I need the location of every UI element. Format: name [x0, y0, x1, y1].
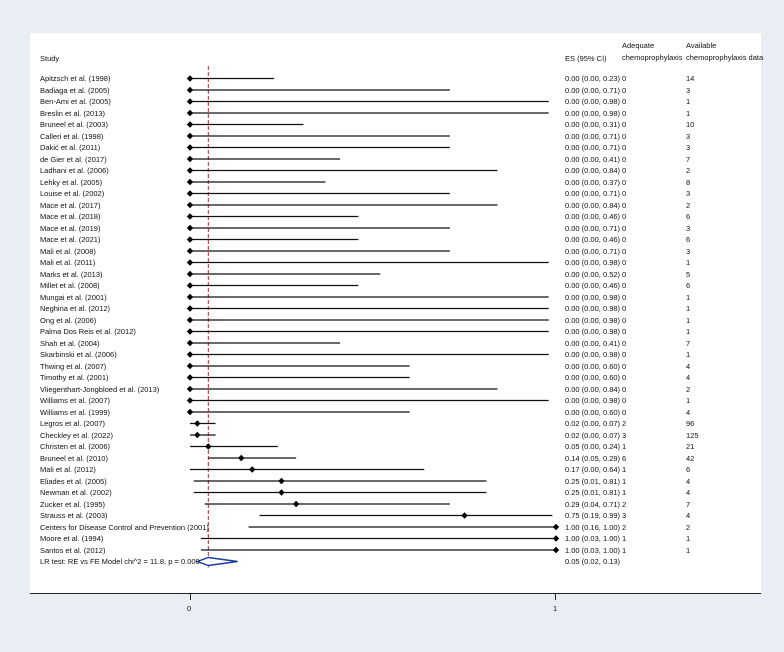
point-estimate: [187, 363, 193, 369]
study-label: Mace et al. (2017): [40, 200, 101, 210]
adequate-value: 2: [622, 499, 627, 509]
study-label: Moore et al. (1994): [40, 534, 104, 543]
point-estimate: [187, 271, 193, 277]
es-label: 0.00 (0.00, 0.71): [565, 131, 621, 141]
es-label: 0.00 (0.00, 0.98): [565, 315, 621, 325]
study-label: Christen et al. (2006): [40, 442, 111, 451]
adequate-value: 0: [622, 361, 627, 371]
adequate-value: 0: [622, 97, 627, 106]
study-label: Millet et al. (2008): [40, 281, 100, 290]
header-adequate-line1: Adequate: [622, 41, 655, 50]
point-estimate: [187, 133, 193, 139]
available-value: 42: [686, 453, 695, 463]
study-label: Vliegenthart-Jongbloed et al. (2013): [40, 384, 160, 394]
es-label: 0.00 (0.00, 0.71): [565, 143, 621, 152]
adequate-value: 0: [622, 338, 627, 348]
available-value: 2: [686, 166, 691, 175]
available-value: 10: [686, 120, 695, 129]
available-value: 7: [686, 499, 691, 509]
study-label: Williams et al. (2007): [40, 396, 111, 405]
adequate-value: 0: [622, 384, 627, 394]
point-estimate: [187, 374, 193, 380]
es-label: 1.00 (0.03, 1.00): [565, 545, 621, 555]
study-label: Louise et al. (2002): [40, 189, 105, 198]
es-label: 0.00 (0.00, 0.98): [565, 258, 621, 267]
es-label: 0.00 (0.00, 0.98): [565, 396, 621, 405]
study-label: Palma Dos Reis et al. (2012): [40, 327, 136, 336]
x-axis-line: [30, 593, 761, 594]
adequate-value: 2: [622, 522, 627, 532]
available-value: 8: [686, 177, 691, 187]
available-value: 21: [686, 442, 695, 451]
point-estimate: [553, 547, 559, 553]
point-estimate: [187, 87, 193, 93]
es-label: 0.29 (0.04, 0.71): [565, 499, 621, 509]
es-label: 0.00 (0.00, 0.98): [565, 292, 621, 302]
study-label: Ben-Ami et al. (2005): [40, 97, 111, 106]
adequate-value: 0: [622, 143, 627, 152]
available-value: 1: [686, 315, 691, 325]
point-estimate: [187, 282, 193, 288]
available-value: 5: [686, 269, 691, 279]
point-estimate: [187, 144, 193, 150]
es-label: 0.02 (0.00, 0.07): [565, 430, 621, 440]
available-value: 6: [686, 235, 691, 244]
available-value: 1: [686, 327, 691, 336]
available-value: 96: [686, 419, 695, 428]
available-value: 1: [686, 97, 691, 106]
es-label: 0.00 (0.00, 0.84): [565, 200, 621, 210]
point-estimate: [187, 409, 193, 415]
point-estimate: [187, 305, 193, 311]
study-label: de Gier et al. (2017): [40, 154, 107, 164]
study-label: Dakić et al. (2011): [40, 143, 101, 152]
es-label: 0.00 (0.00, 0.52): [565, 269, 621, 279]
available-value: 3: [686, 246, 691, 256]
point-estimate: [187, 294, 193, 300]
study-label: Centers for Disease Control and Prevention (2001): [40, 522, 209, 532]
point-estimate: [187, 190, 193, 196]
es-label: 0.00 (0.00, 0.71): [565, 223, 621, 233]
study-label: Apitzsch et al. (1998): [40, 74, 111, 83]
study-label: Newman et al. (2002): [40, 488, 112, 497]
available-value: 2: [686, 200, 691, 210]
adequate-value: 0: [622, 131, 627, 141]
es-label: 0.00 (0.00, 0.31): [565, 120, 621, 129]
adequate-value: 1: [622, 465, 627, 474]
point-estimate: [187, 248, 193, 254]
es-label: 0.00 (0.00, 0.98): [565, 97, 621, 106]
study-label: Mali et al. (2011): [40, 258, 96, 267]
available-value: 4: [686, 361, 691, 371]
adequate-value: 0: [622, 85, 627, 95]
study-label: Eliades et al. (2005): [40, 476, 107, 486]
available-value: 2: [686, 384, 691, 394]
adequate-value: 0: [622, 373, 627, 382]
header-study: Study: [40, 54, 60, 63]
adequate-value: 3: [622, 430, 627, 440]
study-label: Badiaga et al. (2005): [40, 85, 110, 95]
study-label: Bruneel et al. (2003): [40, 120, 108, 129]
adequate-value: 1: [622, 488, 627, 497]
study-label: Thwing et al. (2007): [40, 361, 107, 371]
available-value: 3: [686, 85, 691, 95]
point-estimate: [187, 225, 193, 231]
es-label: 0.00 (0.00, 0.60): [565, 373, 621, 382]
study-label: Marks et al. (2013): [40, 269, 103, 279]
adequate-value: 0: [622, 350, 627, 359]
header-adequate-line2: chemoprophylaxis: [622, 53, 683, 62]
point-estimate: [553, 524, 559, 530]
available-value: 7: [686, 154, 691, 164]
point-estimate: [461, 512, 467, 518]
adequate-value: 0: [622, 200, 627, 210]
point-estimate: [187, 317, 193, 323]
pooled-es-label: 0.05 (0.02, 0.13): [565, 557, 621, 566]
adequate-value: 0: [622, 396, 627, 405]
point-estimate: [187, 213, 193, 219]
study-label: Mace et al. (2019): [40, 223, 101, 233]
adequate-value: 0: [622, 154, 627, 164]
es-label: 0.00 (0.00, 0.71): [565, 246, 621, 256]
adequate-value: 0: [622, 315, 627, 325]
adequate-value: 0: [622, 235, 627, 244]
es-label: 0.02 (0.00, 0.07): [565, 419, 621, 428]
adequate-value: 1: [622, 442, 627, 451]
es-label: 0.00 (0.00, 0.46): [565, 235, 621, 244]
adequate-value: 0: [622, 223, 627, 233]
available-value: 3: [686, 223, 691, 233]
point-estimate: [187, 386, 193, 392]
x-tick-0: [190, 594, 191, 600]
study-label: Calleri et al. (1998): [40, 131, 104, 141]
pooled-label: LR test: RE vs FE Model chi^2 = 11.8, p = 0.000: [40, 557, 200, 566]
available-value: 1: [686, 258, 691, 267]
available-value: 125: [686, 430, 699, 440]
available-value: 1: [686, 534, 691, 543]
available-value: 1: [686, 396, 691, 405]
study-label: Mace et al. (2018): [40, 212, 101, 221]
study-label: Lehky et al. (2005): [40, 177, 103, 187]
study-label: Williams et al. (1999): [40, 407, 111, 417]
es-label: 0.00 (0.00, 0.46): [565, 281, 621, 290]
es-label: 0.00 (0.00, 0.71): [565, 189, 621, 198]
available-value: 3: [686, 131, 691, 141]
adequate-value: 0: [622, 189, 627, 198]
es-label: 0.17 (0.00, 0.64): [565, 465, 621, 474]
adequate-value: 2: [622, 419, 627, 428]
available-value: 1: [686, 304, 691, 313]
adequate-value: 0: [622, 108, 627, 118]
point-estimate: [278, 478, 284, 484]
study-label: Checkley et al. (2022): [40, 430, 113, 440]
study-label: Strauss et al. (2003): [40, 511, 108, 520]
available-value: 4: [686, 476, 691, 486]
es-label: 0.00 (0.00, 0.46): [565, 212, 621, 221]
es-label: 0.14 (0.05, 0.29): [565, 453, 621, 463]
adequate-value: 0: [622, 177, 627, 187]
available-value: 1: [686, 292, 691, 302]
available-value: 4: [686, 511, 691, 520]
available-value: 1: [686, 108, 691, 118]
available-value: 6: [686, 212, 691, 221]
es-label: 0.00 (0.00, 0.98): [565, 108, 621, 118]
study-label: Shah et al. (2004): [40, 338, 100, 348]
study-label: Mace et al. (2021): [40, 235, 101, 244]
point-estimate: [187, 351, 193, 357]
x-tick-label-0: 0: [187, 604, 192, 613]
study-label: Santos et al. (2012): [40, 545, 106, 555]
es-label: 0.00 (0.00, 0.41): [565, 154, 621, 164]
available-value: 4: [686, 373, 691, 382]
point-estimate: [187, 397, 193, 403]
es-label: 0.00 (0.00, 0.37): [565, 177, 621, 187]
adequate-value: 0: [622, 281, 627, 290]
header-available-line2: chemoprophylaxis data: [686, 53, 764, 62]
study-label: Mali et al. (2012): [40, 465, 96, 474]
point-estimate: [205, 443, 211, 449]
header-available-line1: Available: [686, 41, 717, 50]
adequate-value: 1: [622, 545, 627, 555]
study-label: Ladhani et al. (2006): [40, 166, 109, 175]
available-value: 1: [686, 545, 691, 555]
available-value: 7: [686, 338, 691, 348]
adequate-value: 0: [622, 327, 627, 336]
adequate-value: 0: [622, 407, 627, 417]
study-label: Skarbinski et al. (2006): [40, 350, 117, 359]
available-value: 2: [686, 522, 691, 532]
adequate-value: 0: [622, 246, 627, 256]
point-estimate: [249, 466, 255, 472]
point-estimate: [194, 420, 200, 426]
adequate-value: 0: [622, 258, 627, 267]
available-value: 6: [686, 281, 691, 290]
es-label: 0.00 (0.00, 0.23): [565, 74, 621, 83]
adequate-value: 1: [622, 534, 627, 543]
es-label: 0.25 (0.01, 0.81): [565, 476, 621, 486]
es-label: 0.00 (0.00, 0.98): [565, 304, 621, 313]
adequate-value: 0: [622, 304, 627, 313]
adequate-value: 3: [622, 511, 627, 520]
point-estimate: [187, 328, 193, 334]
adequate-value: 0: [622, 166, 627, 175]
available-value: 14: [686, 74, 695, 83]
es-label: 0.00 (0.00, 0.60): [565, 361, 621, 371]
point-estimate: [553, 535, 559, 541]
study-label: Mali et al. (2008): [40, 246, 96, 256]
point-estimate: [187, 110, 193, 116]
study-label: Timothy et al. (2001): [40, 373, 109, 382]
point-estimate: [293, 501, 299, 507]
adequate-value: 1: [622, 476, 627, 486]
es-label: 1.00 (0.03, 1.00): [565, 534, 621, 543]
available-value: 4: [686, 488, 691, 497]
header-es: ES (95% CI): [565, 54, 607, 63]
point-estimate: [187, 202, 193, 208]
study-label: Ong et al. (2006): [40, 315, 97, 325]
study-label: Bruneel et al. (2010): [40, 453, 108, 463]
point-estimate: [278, 489, 284, 495]
point-estimate: [187, 75, 193, 81]
point-estimate: [187, 98, 193, 104]
adequate-value: 6: [622, 453, 627, 463]
point-estimate: [187, 259, 193, 265]
available-value: 3: [686, 189, 691, 198]
es-label: 1.00 (0.16, 1.00): [565, 522, 621, 532]
es-label: 0.00 (0.00, 0.84): [565, 384, 621, 394]
es-label: 0.05 (0.00, 0.24): [565, 442, 621, 451]
es-label: 0.00 (0.00, 0.84): [565, 166, 621, 175]
es-label: 0.00 (0.00, 0.41): [565, 338, 621, 348]
es-label: 0.00 (0.00, 0.98): [565, 327, 621, 336]
adequate-value: 0: [622, 120, 627, 129]
point-estimate: [187, 121, 193, 127]
point-estimate: [187, 236, 193, 242]
es-label: 0.75 (0.19, 0.99): [565, 511, 621, 520]
study-label: Legros et al. (2007): [40, 419, 106, 428]
pooled-diamond: [197, 558, 237, 566]
point-estimate: [187, 156, 193, 162]
es-label: 0.00 (0.00, 0.71): [565, 85, 621, 95]
study-label: Neghina et al. (2012): [40, 304, 111, 313]
study-label: Breslin et al. (2013): [40, 108, 106, 118]
available-value: 6: [686, 465, 691, 474]
es-label: 0.00 (0.00, 0.60): [565, 407, 621, 417]
adequate-value: 0: [622, 212, 627, 221]
es-label: 0.25 (0.01, 0.81): [565, 488, 621, 497]
point-estimate: [187, 179, 193, 185]
point-estimate: [194, 432, 200, 438]
point-estimate: [187, 167, 193, 173]
adequate-value: 0: [622, 292, 627, 302]
es-label: 0.00 (0.00, 0.98): [565, 350, 621, 359]
point-estimate: [187, 340, 193, 346]
available-value: 1: [686, 350, 691, 359]
adequate-value: 0: [622, 74, 627, 83]
study-label: Zucker et al. (1995): [40, 499, 106, 509]
available-value: 4: [686, 407, 691, 417]
point-estimate: [238, 455, 244, 461]
adequate-value: 0: [622, 269, 627, 279]
x-tick-1: [555, 594, 556, 600]
available-value: 3: [686, 143, 691, 152]
x-tick-label-1: 1: [553, 604, 558, 613]
study-label: Mungai et al. (2001): [40, 292, 107, 302]
